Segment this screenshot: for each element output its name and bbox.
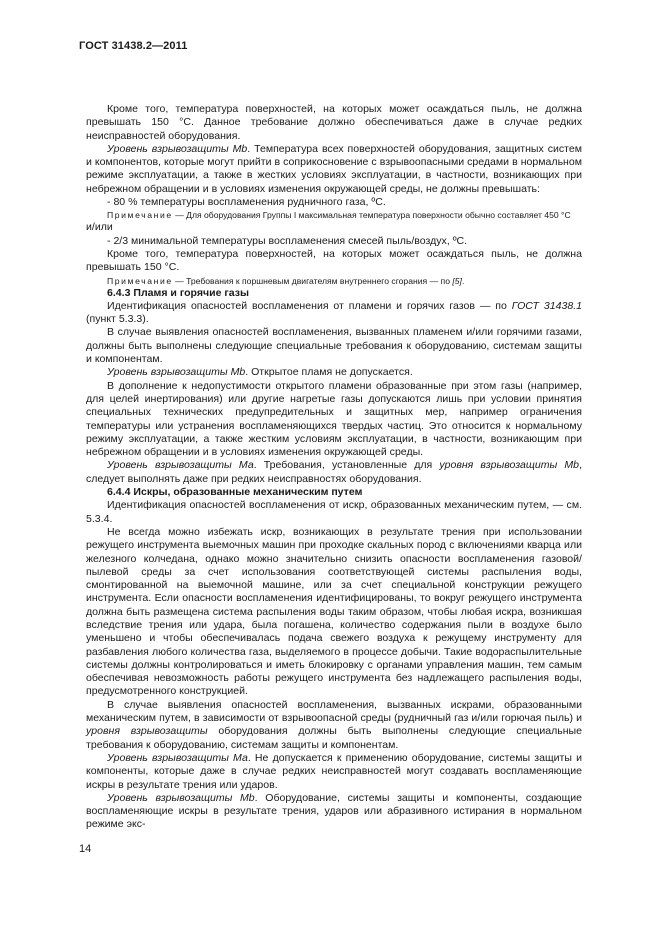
body-paragraph — [86, 459, 582, 486]
text-segment: - 2/3 минимальной температуры воспламенения смесей пыль/воздух, ºС. — [107, 234, 468, 247]
document-header: ГОСТ 31438.2—2011 — [79, 40, 188, 52]
text-segment: . Оборудование, системы защиты и компоненты, создающие воспламеняющие искры в результате трения, ударов или абразивного истирания в нормальном режиме экс- — [86, 791, 583, 831]
body-paragraph — [86, 143, 582, 196]
text-segment: - 80 % температуры воспламенения рудничного газа, ºС. — [107, 196, 386, 209]
text-segment: — Для оборудования Группы I максимальная температура поверхности обычно составляет 450 °С — [172, 210, 571, 221]
body-paragraph — [86, 380, 582, 460]
italic-text: уровня взрывозащиты Mb — [439, 459, 580, 472]
section-heading — [86, 486, 582, 499]
section-heading — [86, 287, 582, 300]
text-segment: Идентификация опасностей воспламенения от пламени и горячих газов — по — [107, 299, 512, 312]
body-paragraph — [86, 499, 582, 526]
italic-text: ГОСТ 31438.1 — [511, 299, 582, 312]
body-paragraph — [86, 196, 582, 209]
italic-text: Уровень взрывозащиты Mb — [107, 142, 248, 155]
body-paragraph — [86, 699, 582, 752]
body-paragraph — [86, 103, 582, 143]
note-label: Примечание — [107, 210, 173, 221]
text-segment: Не всегда можно избежать искр, возникающих в результате трения при использовании режущего инструмента выемочных машин при проходке скальных пород с включениями кварца или железного колчедана, однако можно значительно снизить опасности воспламенения газовой/пылевой среды за счет использования соответствующей системы распыления воды, смонтированной на выемочной машине, или за счет специальной конструкции режущего инструмента. Если опасности воспламенения идентифицированы, то вокруг режущего инструмента должна быть размещена система распыления воды таким образом, чтобы любая искра, возникшая вследствие трения или удара, была погашена, количество содержания пыли в воздухе было уменьшено и чтобы обеспечивалась подача свежего воздуха к режущему инструменту для разбавления любого количества газа, выделяемого в процессе добычи. Такие водораспылительные системы должны контролироваться и иметь блокировку с органами управления машин, тем самым обеспечивая невозможность работы режущего инструмента без надлежащего распыления воды, предусмотренного конструкцией. — [86, 525, 582, 698]
text-segment: В случае выявления опасностей воспламенения, вызванных пламенем и/или горячими газами, должны быть выполнены следующие специальные требования к оборудованию, системам защиты и компонентам. — [86, 326, 582, 366]
body-paragraph — [86, 300, 582, 327]
text-segment: В дополнение к недопустимости открытого пламени образованные при этом газы (например, для целей инертирования) или другие нагретые газы допускаются лишь при условии принятия специальных технических предупредительных и защитных мер, например ограничения температуры или устранения воспламеняющихся твердых частиц. Это относится к нормальному режиму эксплуатации, а также жестким условиям эксплуатации, в частности, возникающим при небрежном обращении и в условиях изменения окружающей среды. — [86, 379, 582, 459]
note-paragraph — [86, 275, 582, 287]
text-segment: . Температура всех поверхностей оборудования, защитных систем и компонентов, которые могут прийти в соприкосновение с взрывоопасными средами в нормальном режиме эксплуатации, а также в жестких условиях эксплуатации, в частности, возникающих при небрежном обращении и в условиях изменения окружающей среды, не должны превышать: — [86, 142, 582, 195]
italic-text: уровня взрывозащиты — [86, 725, 208, 738]
italic-text: Уровень взрывозащиты Ма — [107, 751, 248, 764]
text-segment: — Требования к поршневым двигателям внутреннего сгорания — по — [172, 275, 453, 286]
body-paragraph — [86, 326, 582, 366]
text-segment: Кроме того, температура поверхностей, на которых может осаждаться пыль, не должна превышать 150 °С. — [86, 247, 582, 274]
text-segment: . Открытое пламя не допускается. — [245, 366, 413, 379]
text-segment: Кроме того, температура поверхностей, на которых может осаждаться пыль, не должна превышать 150 °С. Данное требование должно обеспечиваться даже в случае редких неисправностей оборудования. — [86, 103, 582, 142]
body-paragraph — [86, 752, 582, 792]
text-segment: , следует выполнять даже при редких неисправностях оборудования. — [86, 459, 582, 485]
text-segment: . Не допускается к применению оборудование, системы защиты и компоненты, которые даже в случае редких неисправностей могут создавать воспламеняющие искры в результате трения или ударов. — [86, 751, 582, 791]
italic-text: [5] — [452, 275, 462, 286]
body-paragraph — [86, 366, 582, 379]
body-paragraph — [86, 248, 582, 275]
italic-text: Уровень взрывозащиты Mb — [107, 366, 246, 379]
text-segment: и/или — [86, 221, 113, 234]
italic-text: Уровень взрывозащиты Mb — [107, 791, 255, 804]
text-segment: . — [461, 275, 465, 286]
page-number: 14 — [79, 843, 92, 855]
text-segment: . Требования, установленные для — [253, 459, 440, 472]
italic-text: Уровень взрывозащиты Ма — [107, 459, 254, 472]
body-paragraph — [86, 221, 582, 234]
note-paragraph — [86, 209, 582, 221]
body-paragraph — [86, 792, 582, 832]
text-segment: Идентификация опасностей воспламенения от искр, образованных механическим путем, — см. 5.3.4. — [86, 499, 582, 525]
text-segment: оборудования должны быть выполнены следующие специальные требования к оборудованию, системам защиты и компонентам. — [86, 725, 582, 751]
text-segment: 6.4.3 Пламя и горячие газы — [107, 286, 250, 299]
body-paragraph — [86, 235, 582, 248]
note-label: Примечание — [107, 275, 173, 286]
body-paragraph — [86, 526, 582, 699]
text-segment: В случае выявления опасностей воспламенения, вызванных искрами, образованными механическим путем, в зависимости от взрывоопасной среды (рудничный газ и/или горючая пыль) и — [86, 698, 582, 725]
text-segment: (пункт 5.3.3). — [86, 313, 149, 326]
text-segment: 6.4.4 Искры, образованные механическим путем — [107, 486, 363, 499]
page-body — [86, 103, 582, 832]
